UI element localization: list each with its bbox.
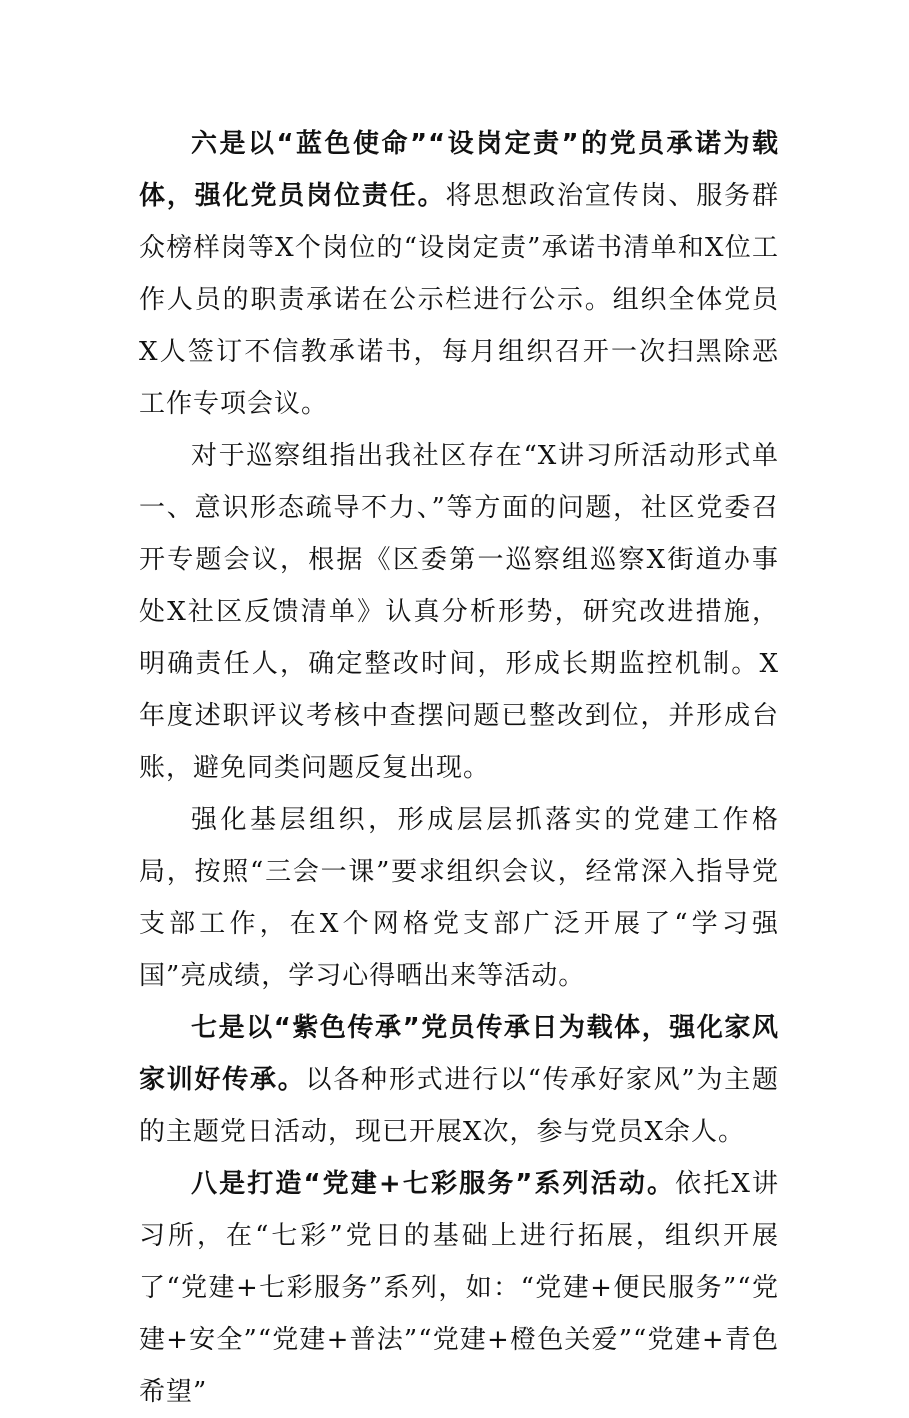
paragraph-7-heading: 七是以“紫色传承”党员传承日为载体，强化家风家训好传承。: [139, 1013, 779, 1095]
paragraph-7: [139, 1002, 779, 1158]
paragraph-6-heading: 六是以“蓝色使命”“设岗定责”的党员承诺为载体，强化党员岗位责任。: [139, 129, 779, 211]
paragraph-inspection-text: 对于巡察组指出我社区存在“X讲习所活动形式单一、意识形态疏导不力、”等方面的问题，社区党委召开专题会议，根据《区委第一巡察组巡察X街道办事处X社区反馈清单》认真分析形势，研究改进措施，明确责任人，确定整改时间，形成长期监控机制。X年度述职评议考核中查摆问题已整改到位，并形成台账，避免同类问题反复出现。: [139, 441, 779, 783]
paragraph-8-heading: 八是打造“党建+七彩服务”系列活动。: [191, 1169, 676, 1199]
paragraph-6: [139, 118, 779, 430]
paragraph-8-text: 依托X讲习所，在“七彩”党日的基础上进行拓展，组织开展了“党建+七彩服务”系列，如：“党建+便民服务”“党建+安全”“党建+普法”“党建+橙色关爱”“党建+青色希望”: [139, 1169, 779, 1407]
paragraph-inspection: [139, 430, 779, 794]
paragraph-grassroots-text: 强化基层组织，形成层层抓落实的党建工作格局，按照“三会一课”要求组织会议，经常深入指导党支部工作，在X个网格党支部广泛开展了“学习强国”亮成绩，学习心得晒出来等活动。: [139, 805, 779, 991]
paragraph-7-text: 以各种形式进行以“传承好家风”为主题的主题党日活动，现已开展X次，参与党员X余人。: [139, 1065, 779, 1147]
paragraph-grassroots: [139, 794, 779, 1002]
paragraph-6-text: 将思想政治宣传岗、服务群众榜样岗等X个岗位的“设岗定责”承诺书清单和X位工作人员的职责承诺在公示栏进行公示。组织全体党员 X人签订不信教承诺书，每月组织召开一次扫黑除恶工作专项会议。: [139, 181, 779, 419]
paragraph-8: [139, 1158, 779, 1418]
document-body: [139, 118, 779, 1418]
